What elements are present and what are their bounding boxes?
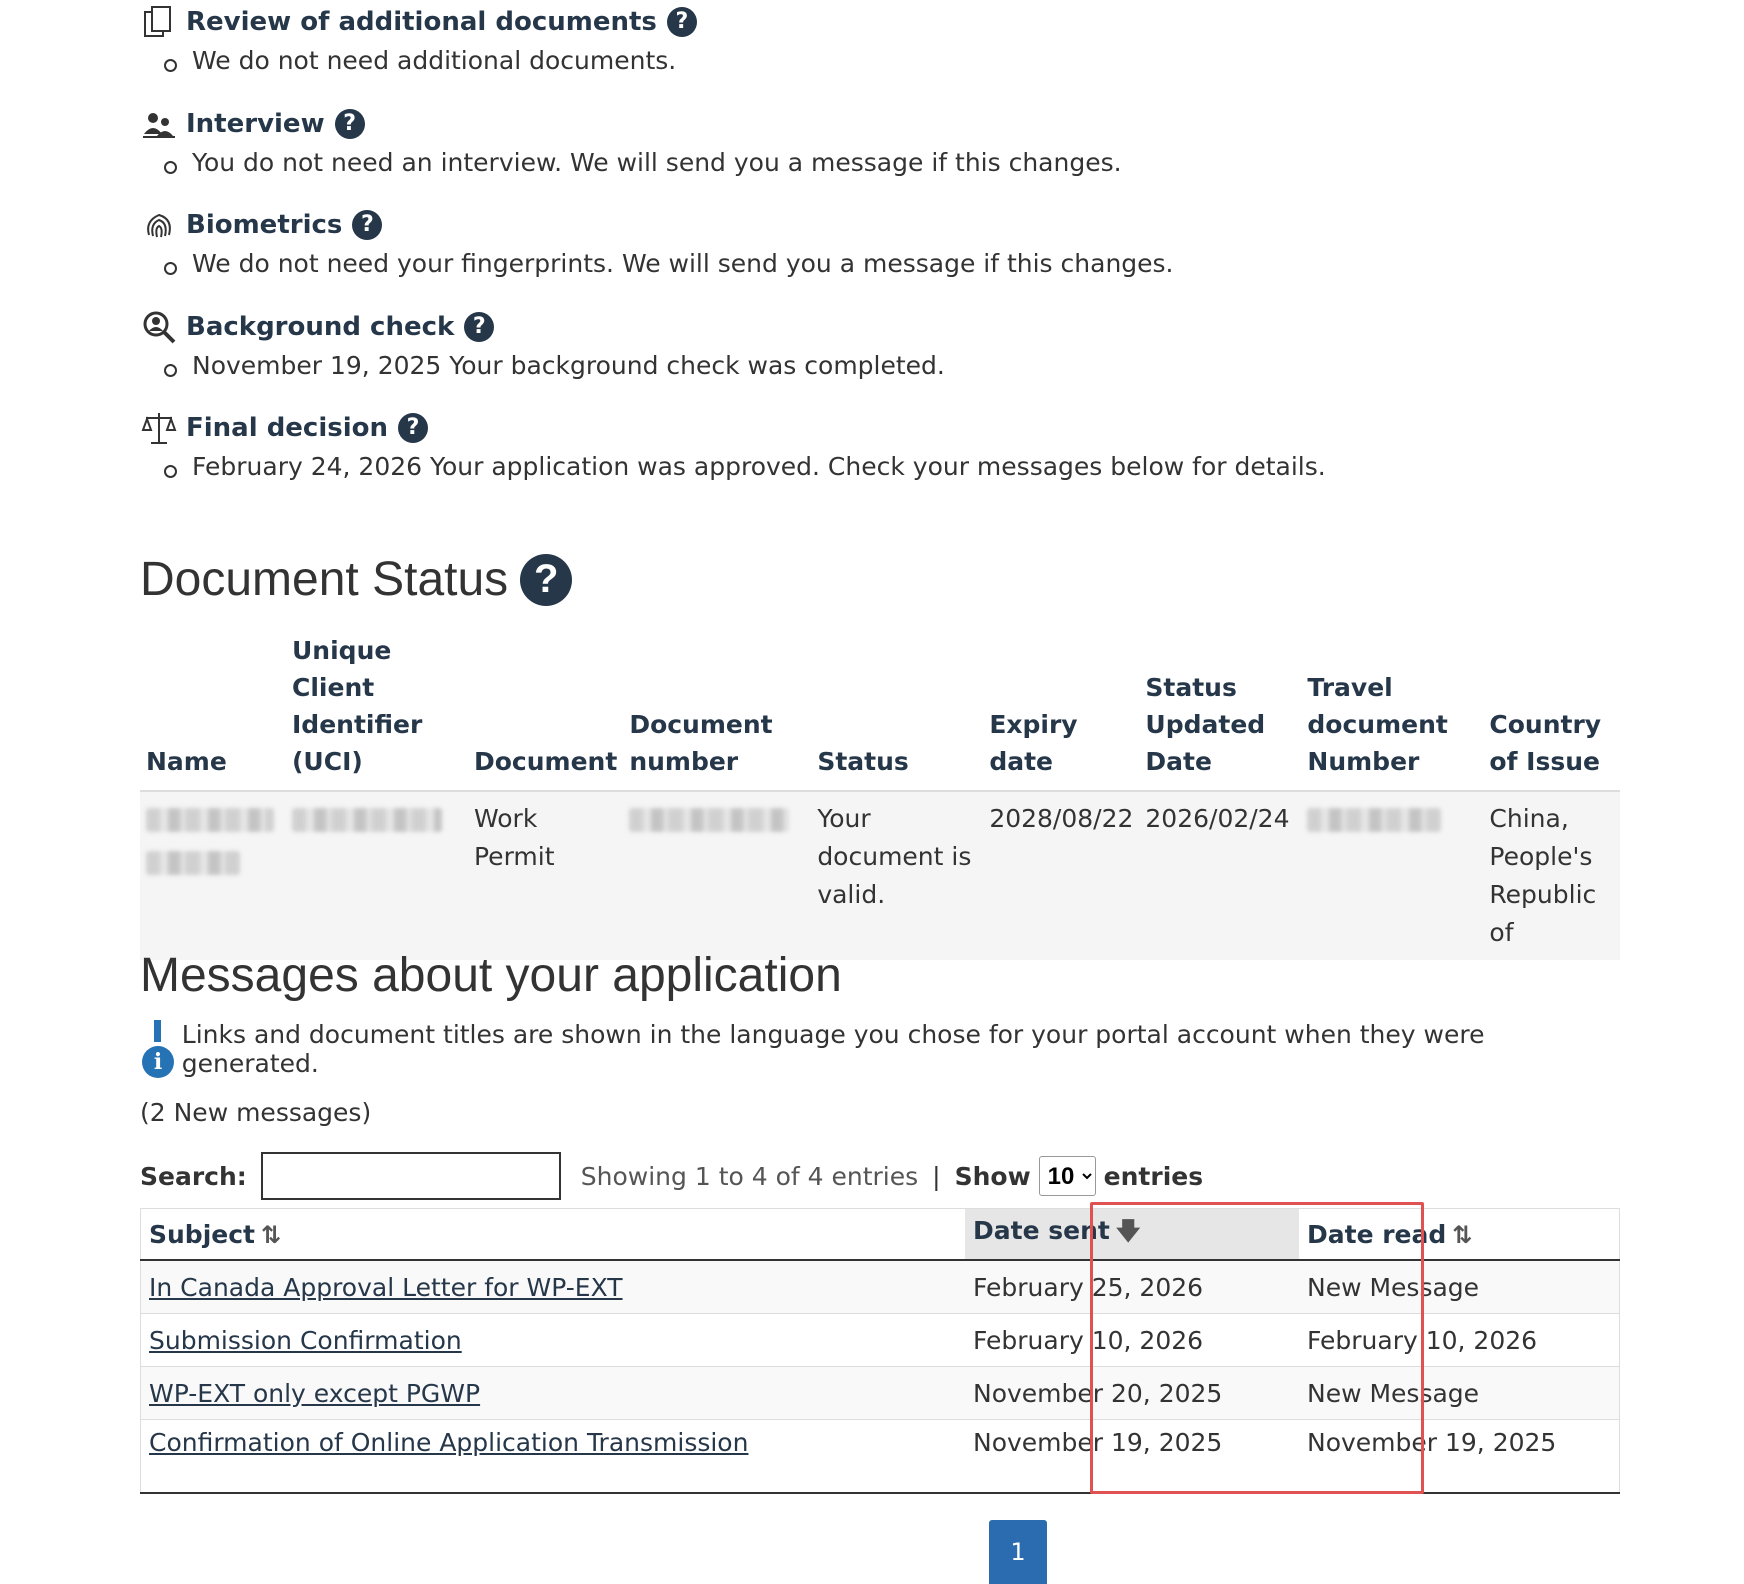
col-uci: Unique Client Identifier (UCI) — [286, 626, 468, 791]
table-row — [141, 1314, 1620, 1367]
entries-label: entries — [1103, 1161, 1204, 1191]
country-cell: China, People's Republic of — [1483, 791, 1620, 960]
fingerprint-icon — [140, 206, 178, 244]
info-icon: i — [140, 1020, 174, 1078]
date-sent-cell: November 19, 2025 — [973, 1428, 1223, 1457]
document-cell: Work Permit — [468, 791, 623, 960]
help-icon[interactable]: ? — [398, 413, 428, 443]
language-note-text: Links and document titles are shown in the language you chose for your portal account when they were generated. — [181, 1020, 1485, 1078]
subject-cell — [141, 1314, 966, 1367]
step-final-decision — [140, 408, 1326, 481]
step-background-check — [140, 307, 945, 380]
messages-heading: Messages about your application — [140, 949, 842, 1002]
date-read-cell: New Message — [1299, 1367, 1620, 1420]
help-icon[interactable]: ? — [667, 7, 697, 37]
help-icon[interactable]: ? — [335, 109, 365, 139]
search-label: Search: — [140, 1161, 247, 1191]
step-interview — [140, 104, 1122, 177]
table-controls — [140, 1152, 1203, 1200]
show-label: Show — [954, 1161, 1031, 1191]
documents-icon — [140, 3, 178, 41]
message-link[interactable]: Submission Confirmation — [149, 1325, 462, 1355]
document-status-table — [140, 626, 1620, 960]
col-date-sent-label: Date sent — [973, 1215, 1110, 1245]
redacted-name — [146, 808, 274, 832]
col-expiry: Expiry date — [983, 626, 1139, 791]
table-header-row — [140, 626, 1620, 791]
table-row — [141, 1260, 1620, 1314]
table-row — [141, 1367, 1620, 1420]
page-size-select[interactable] — [1039, 1156, 1096, 1196]
date-read-cell: New Message — [1299, 1260, 1620, 1314]
col-status-updated: Status Updated Date — [1139, 626, 1301, 791]
language-note — [140, 1020, 1620, 1078]
message-link[interactable]: Confirmation of Online Application Transmission — [149, 1428, 749, 1457]
date-sent-cell: February 10, 2026 — [965, 1314, 1299, 1367]
table-row — [141, 1420, 1620, 1494]
table-row — [140, 791, 1620, 960]
col-date-read[interactable] — [1299, 1209, 1620, 1261]
message-link[interactable]: WP-EXT only except PGWP — [149, 1378, 481, 1408]
col-document-number: Document number — [623, 626, 811, 791]
redacted-travel-document — [1307, 808, 1441, 832]
subject-cell — [141, 1260, 966, 1314]
magnifier-person-icon — [140, 308, 178, 346]
uci-cell — [286, 791, 468, 960]
step-detail: You do not need an interview. We will send you a message if this changes. — [192, 148, 1122, 177]
document-status-heading — [140, 552, 572, 607]
step-detail: November 19, 2025 Your background check was completed. — [192, 351, 945, 380]
step-detail: We do not need additional documents. — [192, 46, 697, 75]
col-travel-document: Travel document Number — [1301, 626, 1483, 791]
step-title: Biometrics — [186, 210, 343, 240]
col-status: Status — [811, 626, 983, 791]
sort-both-icon: ⇅ — [261, 1220, 282, 1249]
expiry-cell: 2028/08/22 — [983, 791, 1139, 960]
sort-both-icon: ⇅ — [1452, 1220, 1473, 1249]
help-icon[interactable]: ? — [352, 210, 382, 240]
redacted-name — [146, 851, 240, 875]
step-biometrics — [140, 205, 1174, 278]
redacted-document-number — [629, 808, 789, 832]
separator: | — [932, 1161, 941, 1191]
step-title: Final decision — [186, 413, 389, 443]
step-title: Interview — [186, 109, 325, 139]
name-cell — [140, 791, 286, 960]
col-subject[interactable] — [141, 1209, 966, 1261]
date-sent-cell: November 20, 2025 — [965, 1367, 1299, 1420]
message-link[interactable]: In Canada Approval Letter for WP-EXT — [149, 1272, 623, 1302]
status-cell: Your document is valid. — [811, 791, 983, 960]
col-date-sent[interactable] — [965, 1209, 1299, 1261]
col-document: Document — [468, 626, 623, 791]
pagination-page-button[interactable]: 1 — [989, 1520, 1047, 1584]
subject-cell — [141, 1367, 966, 1420]
entries-info: Showing 1 to 4 of 4 entries — [580, 1161, 919, 1191]
new-messages-count: (2 New messages) — [140, 1098, 372, 1127]
help-icon[interactable]: ? — [464, 312, 494, 342]
date-sent-cell: February 25, 2026 — [965, 1260, 1299, 1314]
messages-table — [140, 1208, 1620, 1494]
step-detail: February 24, 2026 Your application was approved. Check your messages below for details. — [192, 452, 1326, 481]
sort-descending-icon: 🡇 — [1115, 1216, 1141, 1245]
step-title: Background check — [186, 312, 455, 342]
step-title: Review of additional documents — [186, 7, 657, 37]
date-read-cell: February 10, 2026 — [1299, 1314, 1620, 1367]
help-icon[interactable]: ? — [520, 554, 572, 606]
redacted-uci — [292, 808, 442, 832]
updated-cell: 2026/02/24 — [1139, 791, 1301, 960]
people-icon — [140, 105, 178, 143]
col-name: Name — [140, 626, 286, 791]
step-detail: We do not need your fingerprints. We will send you a message if this changes. — [192, 249, 1174, 278]
step-additional-documents — [140, 2, 697, 75]
document-status-title: Document Status — [140, 553, 509, 606]
document-number-cell — [623, 791, 811, 960]
subject-cell — [141, 1420, 966, 1494]
date-read-cell: November 19, 2025 — [1307, 1428, 1557, 1457]
scales-icon — [140, 409, 178, 447]
search-input[interactable] — [261, 1152, 561, 1200]
travel-document-cell — [1301, 791, 1483, 960]
col-date-read-label: Date read — [1307, 1219, 1447, 1249]
col-country: Country of Issue — [1483, 626, 1620, 791]
col-subject-label: Subject — [149, 1219, 255, 1249]
table-header-row — [141, 1209, 1620, 1261]
